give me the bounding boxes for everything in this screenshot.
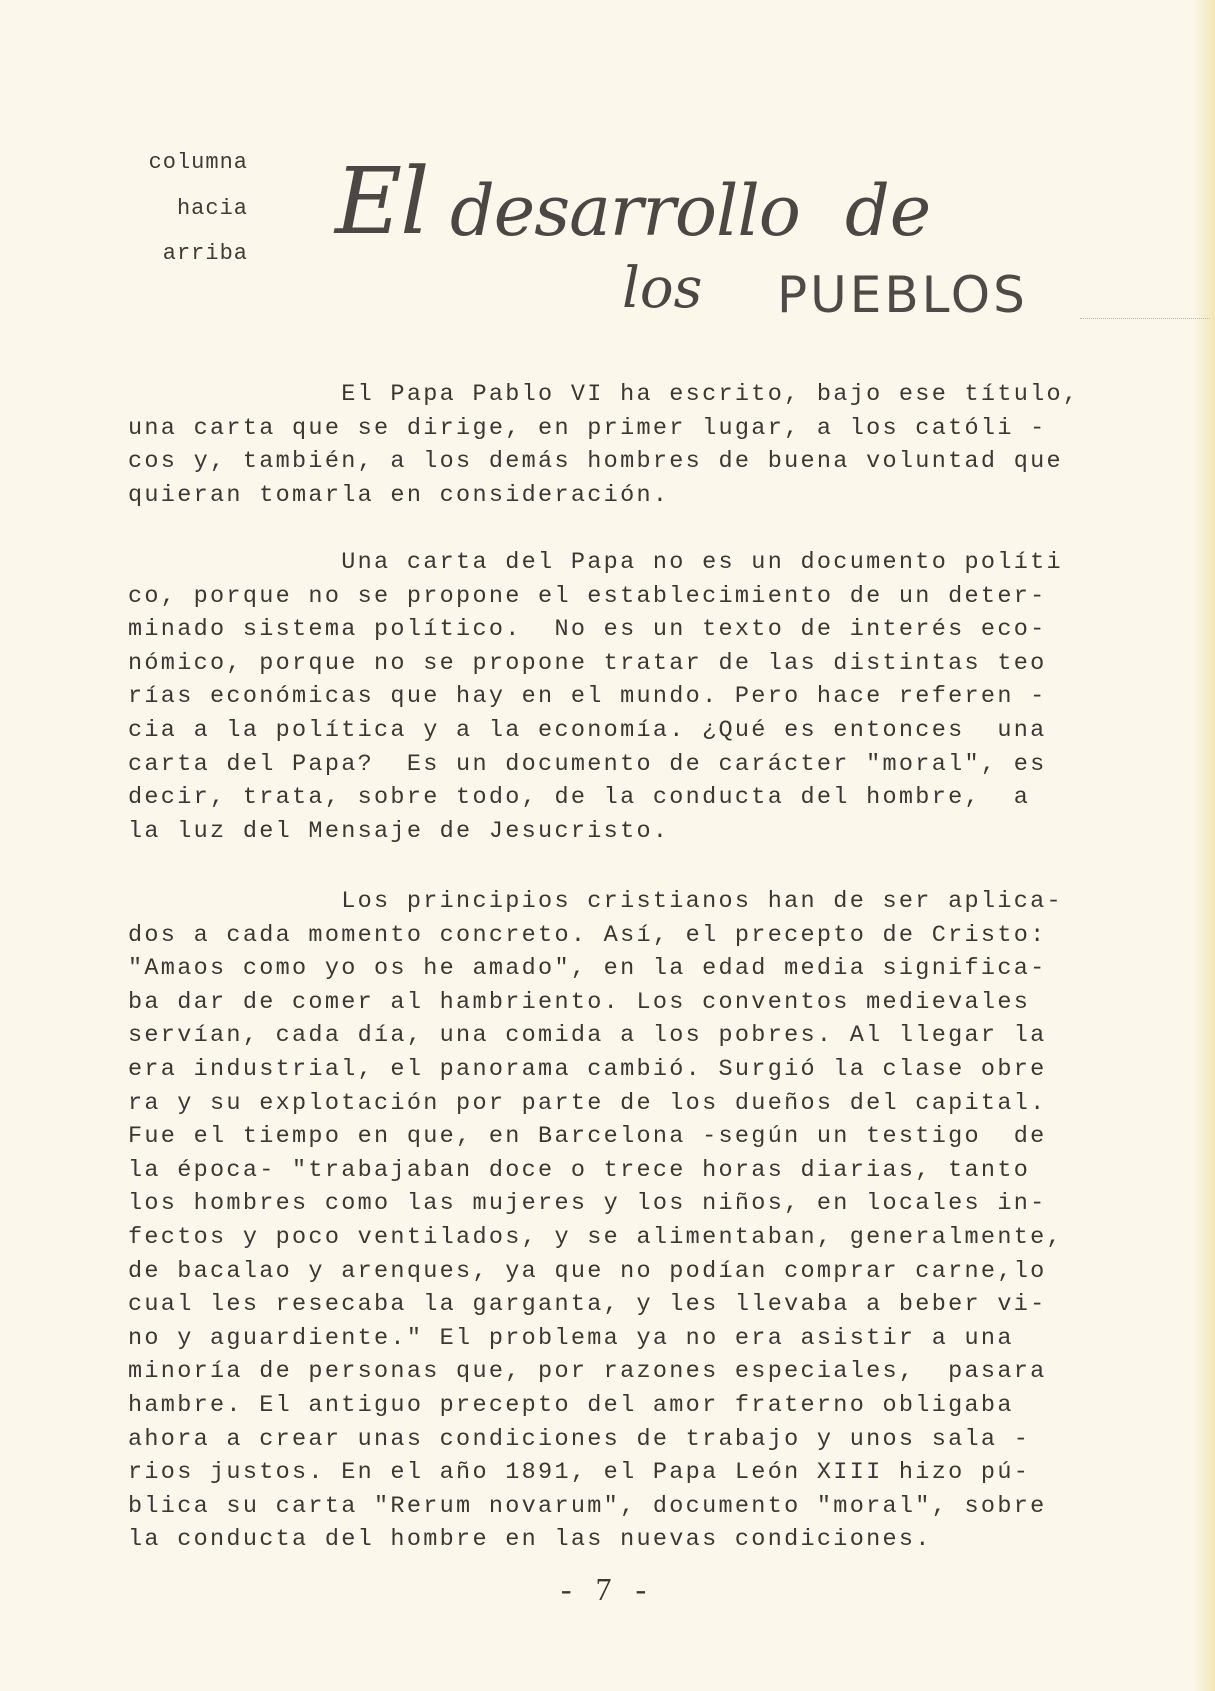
text-line: una carta que se dirige, en primer lugar, a los católi - [128,414,1047,442]
title-word-de: de [845,170,932,252]
text-line: decir, trata, sobre todo, de la conducta del hombre, a [128,784,1031,812]
text-line: cos y, también, a los demás hombres de buena voluntad que [128,448,1063,476]
text-line: ra y su explotación por parte de los dueños del capital. [128,1089,1047,1117]
title-word-desarrollo: desarrollo [450,170,800,252]
text-line: Los principios cristianos han de ser aplica- [128,888,1063,915]
text-line: Una carta del Papa no es un documento políti [128,549,1063,576]
text-line: los hombres como las mujeres y los niños, en locales in- [128,1190,1047,1218]
paragraph-3 [128,885,1128,1557]
text-line: no y aguardiente." El problema ya no era asistir a una [128,1324,1014,1352]
paragraph-1 [128,378,1128,512]
page-edge-shadow [1193,0,1215,1691]
text-line: nómico, porque no se propone tratar de las distintas teo [128,649,1047,677]
section-label-line-2: hacia [176,196,248,221]
text-line: co, porque no se propone el establecimiento de un deter- [128,582,1047,610]
text-line: cia a la política y a la economía. ¿Qué es entonces una [128,716,1047,744]
section-label-line-1: columna [148,150,248,175]
text-line: ba dar de comer al hambriento. Los conventos medievales [128,988,1031,1016]
title-underline-rule [1080,318,1210,319]
text-line: El Papa Pablo VI ha escrito, bajo ese título, [128,381,1080,408]
text-line: fectos y poco ventilados, y se alimentaban, generalmente, [128,1223,1063,1251]
text-line: ahora a crear unas condiciones de trabajo y unos sala - [128,1425,1031,1453]
section-label-line-3: arriba [162,241,248,266]
text-line: minoría de personas que, por razones especiales, pasara [128,1358,1047,1386]
title-word-el: El [335,148,428,255]
text-line: era industrial, el panorama cambió. Surgió la clase obre [128,1055,1047,1083]
title-word-pueblos: PUEBLOS [777,266,1028,324]
text-line: servían, cada día, una comida a los pobres. Al llegar la [128,1022,1047,1050]
page-number: - 7 - [560,1571,655,1607]
text-line: carta del Papa? Es un documento de carácter "moral", es [128,750,1047,778]
text-line: la conducta del hombre en las nuevas condiciones. [128,1526,932,1554]
text-line: de bacalao y arenques, ya que no podían comprar carne,lo [128,1257,1047,1285]
title-word-los: los [622,256,703,321]
text-line: la luz del Mensaje de Jesucristo. [128,817,670,845]
text-line: la época- "trabajaban doce o trece horas diarias, tanto [128,1156,1031,1184]
text-line: cual les resecaba la garganta, y les llevaba a beber vi- [128,1291,1047,1319]
text-line: hambre. El antiguo precepto del amor fraterno obligaba [128,1391,1014,1419]
text-line: minado sistema político. No es un texto de interés eco- [128,616,1047,644]
text-line: rios justos. En el año 1891, el Papa León XIII hizo pú- [128,1459,1031,1487]
text-line: blica su carta "Rerum novarum", documento "moral", sobre [128,1492,1047,1520]
text-line: "Amaos como yo os he amado", en la edad media significa- [128,955,1047,983]
paragraph-2 [128,546,1128,848]
text-line: dos a cada momento concreto. Así, el precepto de Cristo: [128,921,1047,949]
text-line: Fue el tiempo en que, en Barcelona -según un testigo de [128,1123,1047,1151]
text-line: quieran tomarla en consideración. [128,481,670,509]
text-line: rías económicas que hay en el mundo. Pero hace referen - [128,683,1047,711]
